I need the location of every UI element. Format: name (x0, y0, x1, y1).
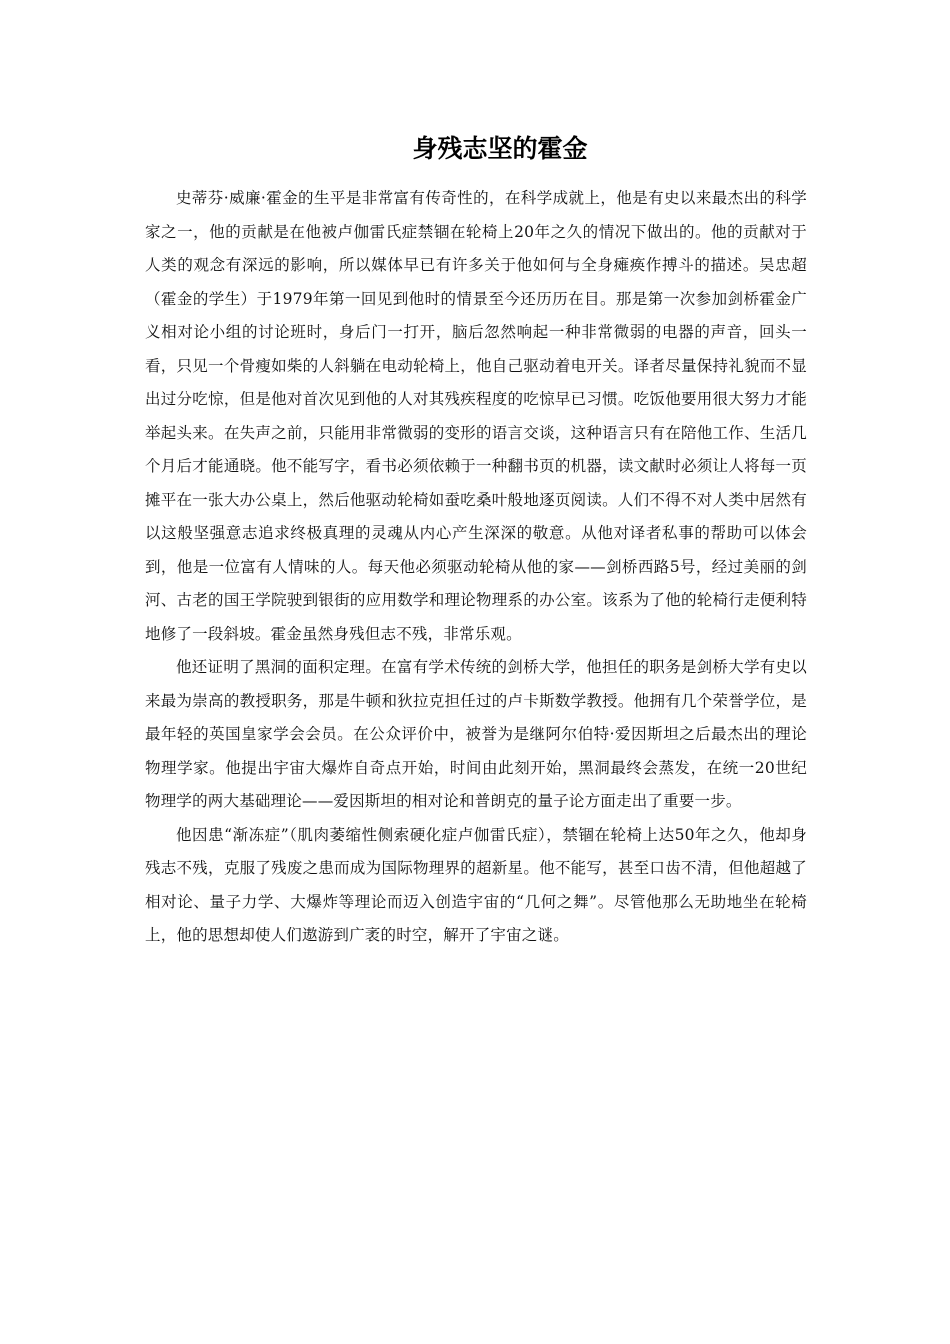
document-title: 身残志坚的霍金 (412, 134, 588, 163)
paragraph-1: 史蒂芬·威廉·霍金的生平是非常富有传奇性的，在科学成就上，他是有史以来最杰出的科学家之一，他的贡献是在他被卢伽雷氏症禁锢在轮椅上20年之久的情况下做出的。他的贡献对于人类的观念有深远的影响，所以媒体早已有许多关于他如何与全身瘫痪作搏斗的描述。吴忠超（霍金的学生）于1979年第一回见到他时的情景至今还历历在目。那是第一次参加剑桥霍金广义相对论小组的讨论班时，身后门一打开，脑后忽然响起一种非常微弱的电器的声音，回头一看，只见一个骨瘦如柴的人斜躺在电动轮椅上，他自己驱动着电开关。译者尽量保持礼貌而不显出过分吃惊，但是他对首次见到他的人对其残疾程度的吃惊早已习惯。吃饭他要用很大努力才能举起头来。在失声之前，只能用非常微弱的变形的语言交谈，这种语言只有在陪他工作、生活几个月后才能通晓。他不能写字，看书必须依赖于一种翻书页的机器，读文献时必须让人将每一页摊平在一张大办公桌上，然后他驱动轮椅如蚕吃桑叶般地逐页阅读。人们不得不对人类中居然有以这般坚强意志追求终极真理的灵魂从内心产生深深的敬意。从他对译者私事的帮助可以体会到，他是一位富有人情味的人。每天他必须驱动轮椅从他的家——剑桥西路5号，经过美丽的剑河、古老的国王学院驶到银街的应用数学和理论物理系的办公室。该系为了他的轮椅行走便利特地修了一段斜坡。霍金虽然身残但志不残，非常乐观。 (145, 189, 807, 643)
document-body (145, 182, 807, 953)
paragraph-3: 他因患“渐冻症”（肌肉萎缩性侧索硬化症卢伽雷氏症），禁锢在轮椅上达50年之久，他却身残志不残，克服了残废之患而成为国际物理界的超新星。他不能写，甚至口齿不清，但他超越了相对论、量子力学、大爆炸等理论而迈入创造宇宙的“几何之舞”。尽管他那么无助地坐在轮椅上，他的思想却使人们遨游到广袤的时空，解开了宇宙之谜。 (145, 825, 807, 944)
paragraph-2: 他还证明了黑洞的面积定理。在富有学术传统的剑桥大学，他担任的职务是剑桥大学有史以来最为崇高的教授职务，那是牛顿和狄拉克担任过的卢卡斯数学教授。他拥有几个荣誉学位，是最年轻的英国皇家学会会员。在公众评价中，被誉为是继阿尔伯特·爱因斯坦之后最杰出的理论物理学家。他提出宇宙大爆炸自奇点开始，时间由此刻开始，黑洞最终会蒸发，在统一20世纪物理学的两大基础理论——爱因斯坦的相对论和普朗克的量子论方面走出了重要一步。 (145, 658, 807, 810)
